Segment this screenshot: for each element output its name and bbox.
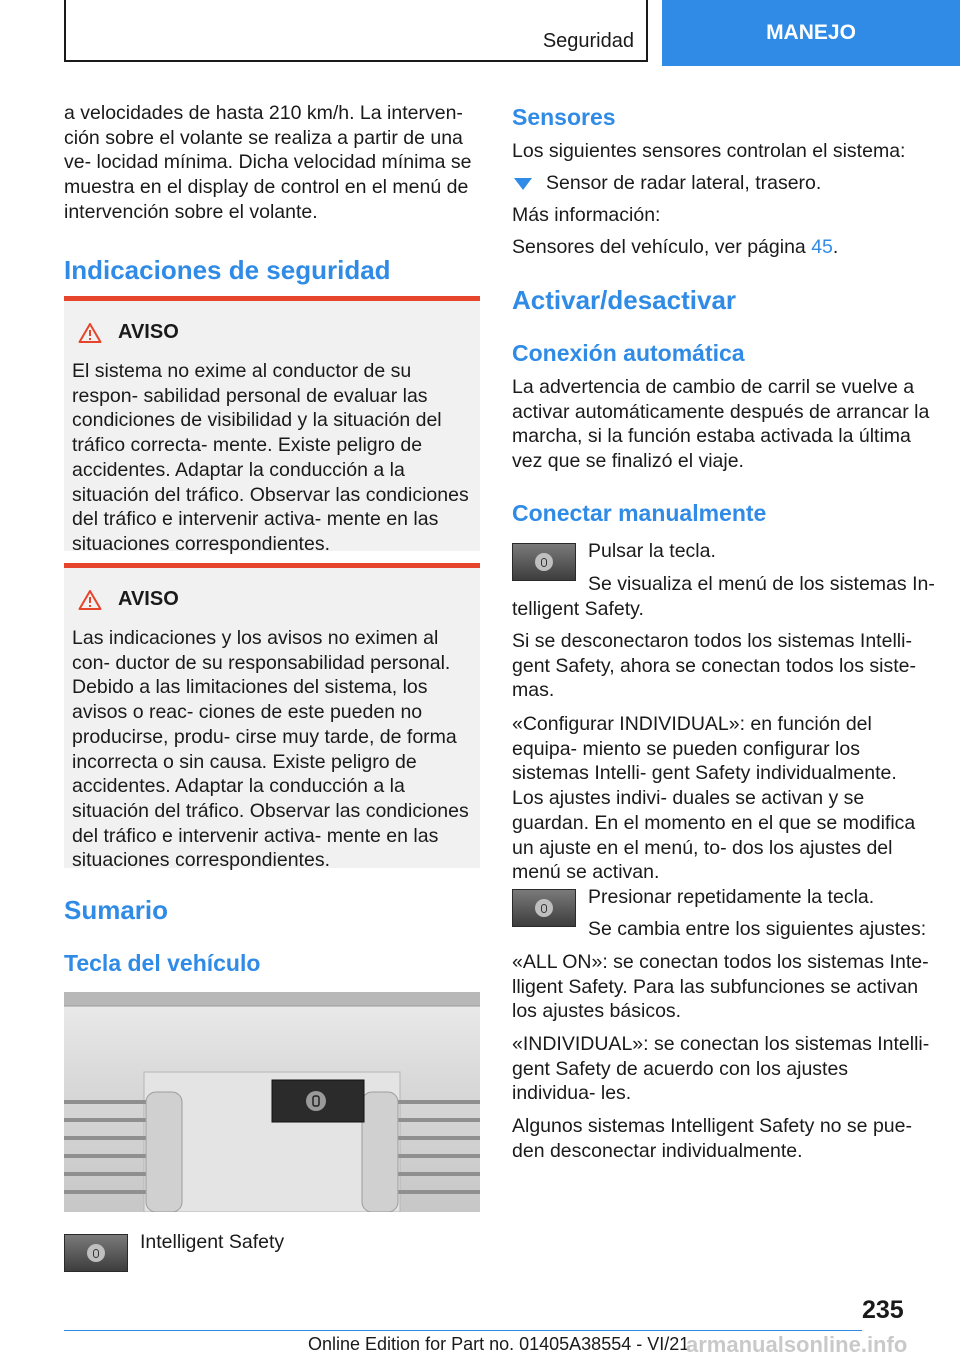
- sensors-intro: Los siguientes sensores controlan el sistema:: [512, 140, 906, 162]
- sensors-reference: [512, 235, 838, 260]
- sensor-bullet: [512, 171, 932, 196]
- intelligent-safety-key-icon: [512, 889, 576, 927]
- footer-rule: [64, 1330, 862, 1331]
- intelligent-safety-key-icon: [64, 1234, 128, 1272]
- warning-text-1: El sistema no exime al conductor de su respon‐ sabilidad personal de evaluar las condiciones de visibilidad y la situación del tráfico correcta‐ mente. Existe peligro de accidentes. Adaptar la conducción a la situación del tráfico. Observar las condiciones del tráfico e intervenir activa‐ mente en las situaciones correspondientes.: [72, 360, 469, 555]
- auto-connect-text: La advertencia de cambio de carril se vuelve a activar automáticamente después de arrancar la marcha, si la función estaba activada la última vez que se finalizó el viaje.: [512, 376, 930, 473]
- warning-label-1: AVISO: [118, 321, 179, 343]
- more-info: Más información:: [512, 204, 661, 226]
- header-chapter-tab: MANEJO: [662, 0, 960, 66]
- auto-connect-heading: Conexión automática: [512, 340, 745, 366]
- bullet-triangle-icon: [514, 178, 532, 190]
- watermark: armanualsonline.info: [686, 1332, 908, 1357]
- sensor-bullet-text: Sensor de radar lateral, trasero.: [546, 172, 822, 194]
- warning-triangle-icon: [78, 322, 102, 344]
- sensors-ref-text: Sensores del vehículo, ver página: [512, 236, 806, 258]
- sensors-ref-end: .: [832, 236, 839, 258]
- page-number: 235: [862, 1296, 904, 1324]
- all-on-paragraph: «ALL ON»: se conectan todos los sistemas Inte‐ lligent Safety. Para las subfunciones se activan los ajustes básicos.: [512, 951, 929, 1023]
- all-off-paragraph: Si se desconectaron todos los sistemas Intelli‐ gent Safety, ahora se conectan todos los siste‐ mas.: [512, 630, 916, 702]
- warning-box-2: [64, 563, 480, 872]
- switch-settings-text: Se cambia entre los siguientes ajustes:: [588, 918, 927, 940]
- configure-individual-paragraph: «Configurar INDIVIDUAL»: en función del equipa‐ miento se pueden configurar los sistemas Intelli‐ gent Safety individualmente. Los ajustes indivi‐ duales se activan y se guardan. En el momento en el que se modifica un ajuste en el menú, to‐ dos los ajustes del menú se activan.: [512, 713, 916, 884]
- intelligent-safety-key-icon: [512, 543, 576, 581]
- individual-paragraph: «INDIVIDUAL»: se conectan los sistemas Intelli‐ gent Safety de acuerdo con los ajustes individua‐ les.: [512, 1033, 930, 1105]
- warning-label-2: AVISO: [118, 588, 179, 610]
- warning-text-2: Las indicaciones y los avisos no eximen al con‐ ductor de su responsabilidad personal. Debido a las limitaciones del sistema, los avisos o reac‐ ciones de este pueden no producirse, produ‐ cirse muy tarde, de forma incorrecta o sin causa. Existe peligro de accidentes. Adaptar la conducción a la situación del tráfico. Observar las condiciones del tráfico e intervenir activa‐ mente en las situaciones correspondientes.: [72, 627, 469, 872]
- activate-heading: Activar/desactivar: [512, 285, 737, 315]
- header-section: Seguridad: [542, 30, 634, 52]
- key-label: Intelligent Safety: [140, 1231, 285, 1253]
- sensors-heading: Sensores: [512, 104, 616, 130]
- press-key-text: Pulsar la tecla.: [588, 540, 716, 562]
- safety-heading: Indicaciones de seguridad: [64, 255, 391, 285]
- manual-connect-heading: Conectar manualmente: [512, 500, 767, 526]
- vehicle-key-heading: Tecla del vehículo: [64, 950, 261, 976]
- menu-shown-text-b: telligent Safety.: [512, 598, 644, 620]
- dashboard-photo: [64, 992, 480, 1212]
- warning-box-1: [64, 296, 480, 555]
- press-repeat-text: Presionar repetidamente la tecla.: [588, 886, 875, 908]
- menu-shown-text-a: Se visualiza el menú de los sistemas In‐: [588, 573, 935, 595]
- edition-text: Online Edition for Part no. 01405A38554 - VI/21: [308, 1334, 690, 1354]
- some-systems-paragraph: Algunos sistemas Intelligent Safety no se pue‐ den desconectar individualmente.: [512, 1115, 912, 1162]
- intro-paragraph: a velocidades de hasta 210 km/h. La interven‐ ción sobre el volante se realiza a partir de una ve‐ locidad mínima. Dicha velocidad mínima se muestra en el display de control en el menú de intervención sobre el volante.: [64, 102, 472, 223]
- page-link-45[interactable]: 45: [811, 236, 833, 258]
- warning-triangle-icon: [78, 589, 102, 611]
- summary-heading: Sumario: [64, 895, 169, 925]
